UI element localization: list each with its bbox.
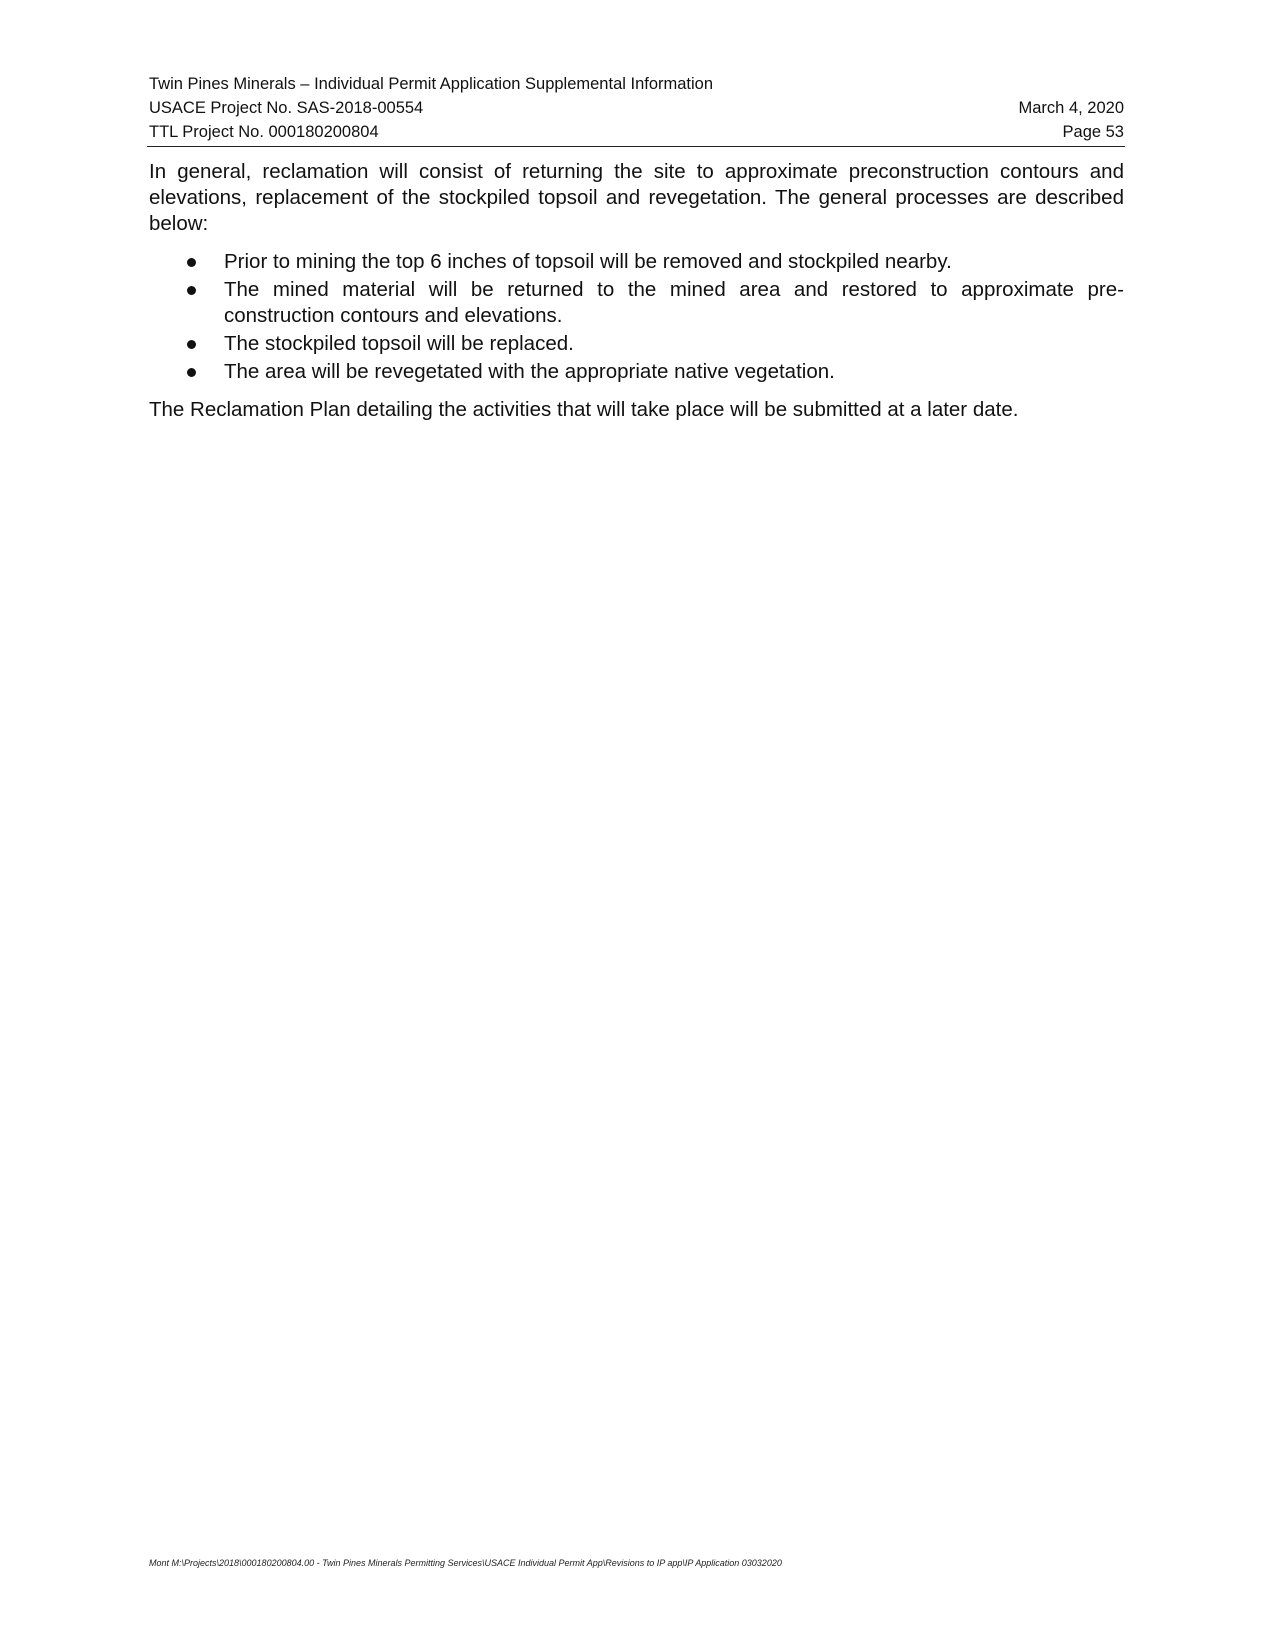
list-item [149,277,1124,329]
bullet-icon [187,286,196,295]
header-row-2 [149,96,1124,120]
closing-paragraph: The Reclamation Plan detailing the activities that will take place will be submitted at a later date. [149,398,1019,421]
header-usace-project-no: USACE Project No. SAS-2018-00554 [149,99,424,117]
list-item-text: The stockpiled topsoil will be replaced. [224,332,574,355]
bullet-icon [187,368,196,377]
header-ttl-project-no: TTL Project No. 000180200804 [149,123,379,141]
list-item [149,249,1124,275]
list-item-text: Prior to mining the top 6 inches of topsoil will be removed and stockpiled nearby. [224,250,952,273]
bullet-icon [187,340,196,349]
page-header [149,72,1124,144]
list-item [149,331,1124,357]
header-page-number: Page 53 [1062,123,1124,141]
process-bullet-list [149,249,1124,385]
header-date: March 4, 2020 [1018,99,1124,117]
intro-paragraph: In general, reclamation will consist of returning the site to approximate preconstruction contours and elevations, replacement of the stockpiled topsoil and revegetation. The general processes are described below: [149,160,1124,235]
page-footer-file-path: Mont M:\Projects\2018\000180200804.00 - Twin Pines Minerals Permitting Services\USACE Individual Permit App\Revisions to IP app\IP Application 03032020 [149,1558,782,1568]
header-document-title: Twin Pines Minerals – Individual Permit Application Supplemental Information [149,75,714,93]
page-body [149,159,1124,423]
bullet-icon [187,258,196,267]
header-row-1 [149,72,1124,96]
list-item [149,359,1124,385]
header-row-3 [149,120,1124,144]
list-item-text: The area will be revegetated with the appropriate native vegetation. [224,360,835,383]
list-item-text: The mined material will be returned to the mined area and restored to approximate pre-construction contours and elevations. [224,278,1124,327]
header-divider [147,146,1125,147]
